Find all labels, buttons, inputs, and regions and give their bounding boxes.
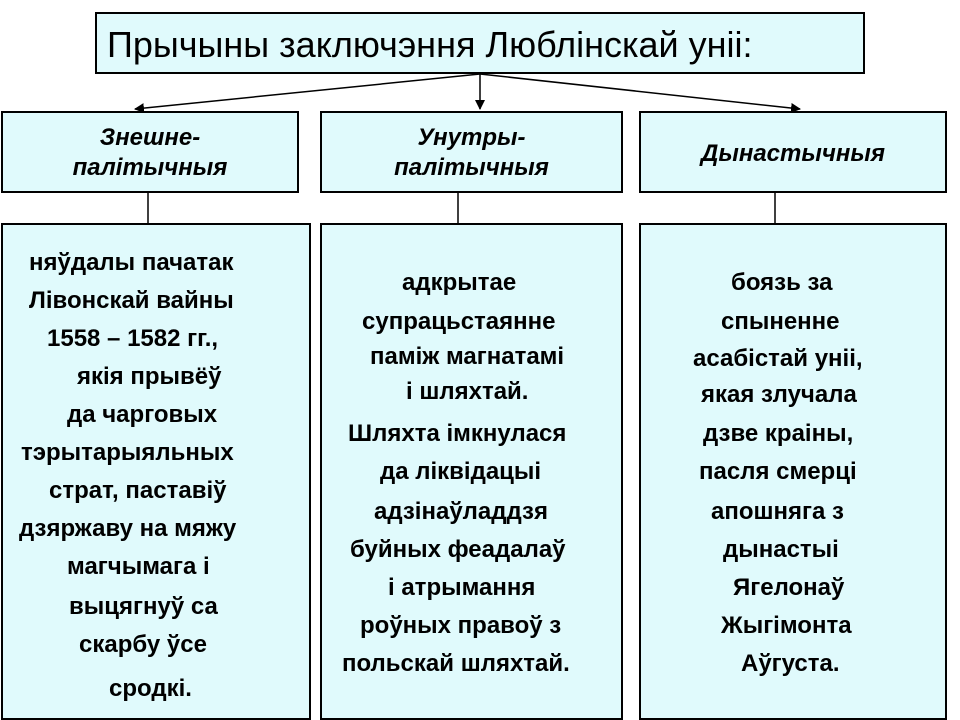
detail-external-political — [1, 223, 311, 720]
detail-line: польскай шляхтай. — [342, 650, 570, 677]
detail-line: Лівонскай вайны — [29, 287, 234, 314]
category-dynastic — [639, 111, 947, 193]
category-label-line: палітычныя — [72, 154, 228, 181]
detail-line: апошняга з — [711, 498, 844, 525]
detail-internal-political — [320, 223, 623, 720]
detail-line: якая злучала — [701, 381, 857, 408]
detail-line: роўных правоў з — [360, 612, 562, 639]
detail-line: асабістай уніі, — [693, 345, 863, 372]
detail-line: скарбу ўсе — [79, 631, 207, 658]
detail-line: дзве краіны, — [703, 420, 854, 447]
detail-line: і шляхтай. — [406, 378, 529, 405]
arrow-to-external — [135, 74, 480, 109]
detail-line: сродкі. — [109, 675, 192, 702]
detail-line: спыненне — [721, 308, 840, 335]
category-label-line: палітычныя — [394, 154, 549, 181]
detail-line: Шляхта імкнулася — [348, 420, 567, 447]
category-label-line: Дынастычныя — [701, 140, 885, 167]
detail-line: няўдалы пачатак — [29, 249, 234, 276]
detail-line: буйных феадалаў — [350, 536, 566, 563]
detail-line: 1558 – 1582 гг., — [47, 325, 219, 352]
category-label-line: Знешне- — [99, 124, 201, 151]
detail-line: выцягнуў са — [69, 593, 218, 620]
arrow-to-dynastic — [480, 74, 800, 109]
detail-line: паміж магнатамі — [370, 343, 565, 370]
detail-line: тэрытарыяльных — [21, 439, 234, 466]
detail-line: Жыгімонта — [721, 612, 852, 639]
category-external-political — [1, 111, 299, 193]
detail-line: якія прывёў — [77, 363, 222, 390]
detail-dynastic — [639, 223, 947, 720]
detail-line: страт, паставіў — [49, 477, 227, 504]
detail-line: Аўгуста. — [741, 650, 840, 677]
title-box — [95, 12, 865, 74]
detail-line: супрацьстаянне — [362, 308, 556, 335]
detail-line: боязь за — [731, 269, 833, 296]
detail-line: дынастыі — [723, 536, 839, 563]
detail-line: і атрымання — [388, 574, 536, 601]
diagram-title: Прычыны заключэння Люблінскай уніі: — [107, 24, 753, 65]
category-internal-political — [320, 111, 623, 193]
detail-line: Ягелонаў — [733, 574, 845, 601]
detail-line: пасля смерці — [699, 458, 857, 485]
detail-line: магчымага і — [67, 553, 210, 580]
detail-line: да ліквідацыі — [380, 458, 542, 485]
detail-line: адкрытае — [402, 269, 517, 296]
detail-line: адзінаўладдзя — [374, 498, 548, 525]
category-label-line: Унутры- — [417, 124, 526, 151]
detail-line: да чарговых — [67, 401, 218, 428]
detail-line: дзяржаву на мяжу — [19, 515, 237, 542]
